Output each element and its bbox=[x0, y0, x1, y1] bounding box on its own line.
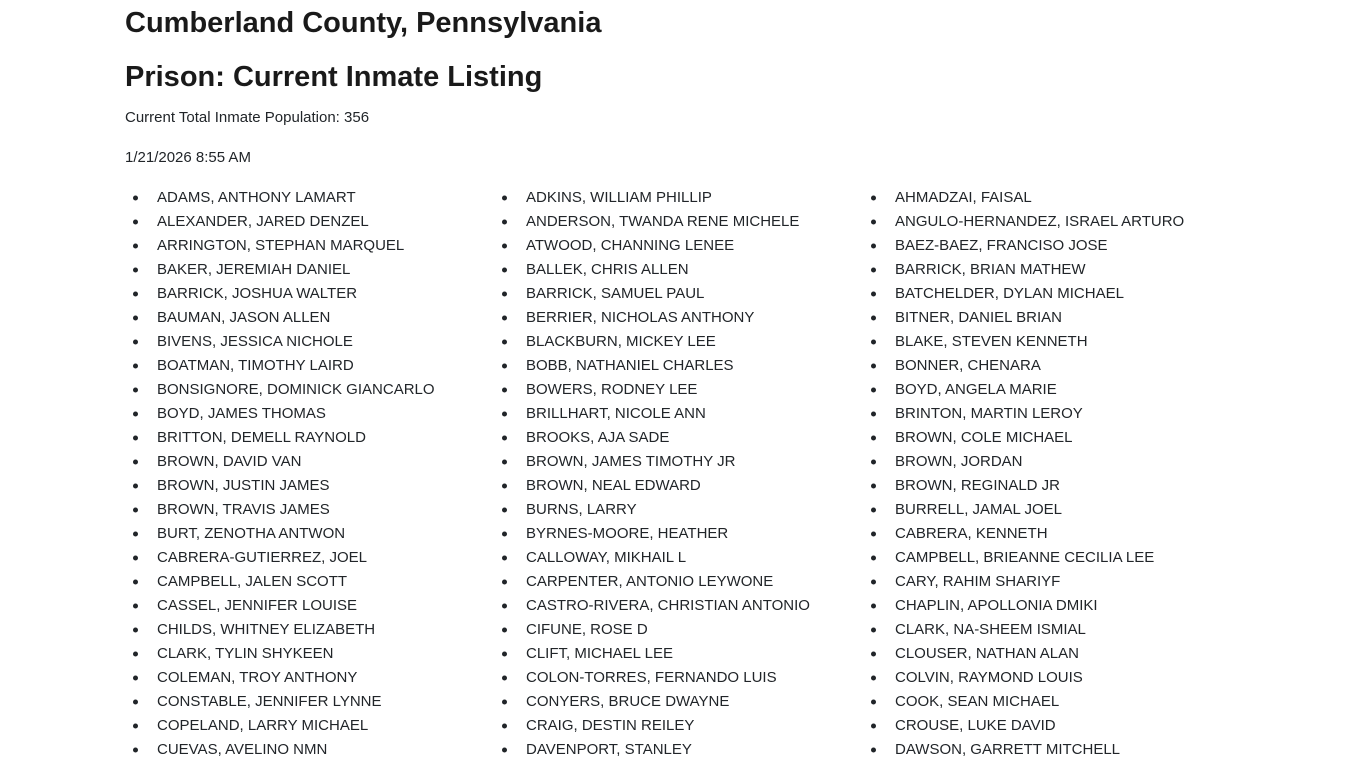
inmate-list-item: BARRICK, SAMUEL PAUL bbox=[494, 282, 863, 306]
inmate-list-item: BONSIGNORE, DOMINICK GIANCARLO bbox=[125, 378, 494, 402]
population-count-text: Current Total Inmate Population: 356 bbox=[125, 109, 370, 126]
inmate-list-item: CLIFT, MICHAEL LEE bbox=[494, 642, 863, 666]
inmate-list-item: CABRERA, KENNETH bbox=[863, 522, 1232, 546]
inmate-list-item: BYRNES-MOORE, HEATHER bbox=[494, 522, 863, 546]
report-timestamp: 1/21/2026 8:55 AM bbox=[125, 149, 251, 166]
inmate-list-item: BALLEK, CHRIS ALLEN bbox=[494, 258, 863, 282]
inmate-list-item: CUEVAS, AVELINO NMN bbox=[125, 738, 494, 762]
inmate-list-item: BROWN, JORDAN bbox=[863, 450, 1232, 474]
page-title-line-county: Cumberland County, Pennsylvania bbox=[125, 7, 602, 39]
inmate-list-item: ANDERSON, TWANDA RENE MICHELE bbox=[494, 210, 863, 234]
inmate-list-item: CLOUSER, NATHAN ALAN bbox=[863, 642, 1232, 666]
inmate-list-item: BROWN, COLE MICHAEL bbox=[863, 426, 1232, 450]
inmate-list-item: CIFUNE, ROSE D bbox=[494, 618, 863, 642]
inmate-list-item: CLARK, NA-SHEEM ISMIAL bbox=[863, 618, 1232, 642]
inmate-list-item: CONYERS, BRUCE DWAYNE bbox=[494, 690, 863, 714]
inmate-list-item: CHAPLIN, APOLLONIA DMIKI bbox=[863, 594, 1232, 618]
inmate-list-item: BROWN, JUSTIN JAMES bbox=[125, 474, 494, 498]
inmate-list-item: CLARK, TYLIN SHYKEEN bbox=[125, 642, 494, 666]
inmate-list-item: COLON-TORRES, FERNANDO LUIS bbox=[494, 666, 863, 690]
inmate-list-item: BURNS, LARRY bbox=[494, 498, 863, 522]
inmate-list-item: BRINTON, MARTIN LEROY bbox=[863, 402, 1232, 426]
inmate-list-item: COLEMAN, TROY ANTHONY bbox=[125, 666, 494, 690]
inmate-list-item: CRAIG, DESTIN REILEY bbox=[494, 714, 863, 738]
inmate-list-item: CASTRO-RIVERA, CHRISTIAN ANTONIO bbox=[494, 594, 863, 618]
inmate-list-item: COOK, SEAN MICHAEL bbox=[863, 690, 1232, 714]
inmate-list-item: BROOKS, AJA SADE bbox=[494, 426, 863, 450]
inmate-list-item: BROWN, REGINALD JR bbox=[863, 474, 1232, 498]
inmate-list-item: DAVENPORT, STANLEY bbox=[494, 738, 863, 762]
inmate-list-item: BURRELL, JAMAL JOEL bbox=[863, 498, 1232, 522]
inmate-list-item: BOATMAN, TIMOTHY LAIRD bbox=[125, 354, 494, 378]
inmate-list-item: ARRINGTON, STEPHAN MARQUEL bbox=[125, 234, 494, 258]
inmate-list-item: ALEXANDER, JARED DENZEL bbox=[125, 210, 494, 234]
inmate-list-item: BONNER, CHENARA bbox=[863, 354, 1232, 378]
inmate-list-item: BOYD, ANGELA MARIE bbox=[863, 378, 1232, 402]
inmate-list-item: BRITTON, DEMELL RAYNOLD bbox=[125, 426, 494, 450]
inmate-list-item: BOWERS, RODNEY LEE bbox=[494, 378, 863, 402]
inmate-list-item: CALLOWAY, MIKHAIL L bbox=[494, 546, 863, 570]
page-title bbox=[125, 2, 1366, 98]
inmate-list-item: BOBB, NATHANIEL CHARLES bbox=[494, 354, 863, 378]
inmate-list-item: ADKINS, WILLIAM PHILLIP bbox=[494, 186, 863, 210]
inmate-list-item: BERRIER, NICHOLAS ANTHONY bbox=[494, 306, 863, 330]
inmate-list-item: ATWOOD, CHANNING LENEE bbox=[494, 234, 863, 258]
inmate-list-item: CARPENTER, ANTONIO LEYWONE bbox=[494, 570, 863, 594]
inmate-list-item: CAMPBELL, JALEN SCOTT bbox=[125, 570, 494, 594]
inmate-list-item: BROWN, DAVID VAN bbox=[125, 450, 494, 474]
inmate-list-item: BARRICK, JOSHUA WALTER bbox=[125, 282, 494, 306]
inmate-list-item: BITNER, DANIEL BRIAN bbox=[863, 306, 1232, 330]
inmate-list-item: BURT, ZENOTHA ANTWON bbox=[125, 522, 494, 546]
inmate-list-item: CASSEL, JENNIFER LOUISE bbox=[125, 594, 494, 618]
inmate-list-item: COPELAND, LARRY MICHAEL bbox=[125, 714, 494, 738]
inmate-list-item: BROWN, JAMES TIMOTHY JR bbox=[494, 450, 863, 474]
inmate-list bbox=[125, 186, 1366, 762]
inmate-list-item: DAWSON, GARRETT MITCHELL bbox=[863, 738, 1232, 762]
inmate-list-item: CAMPBELL, BRIEANNE CECILIA LEE bbox=[863, 546, 1232, 570]
inmate-list-item: CHILDS, WHITNEY ELIZABETH bbox=[125, 618, 494, 642]
inmate-list-item: ANGULO-HERNANDEZ, ISRAEL ARTURO bbox=[863, 210, 1232, 234]
inmate-list-item: BOYD, JAMES THOMAS bbox=[125, 402, 494, 426]
inmate-list-item: AHMADZAI, FAISAL bbox=[863, 186, 1232, 210]
inmate-list-item: BLACKBURN, MICKEY LEE bbox=[494, 330, 863, 354]
inmate-list-item: BATCHELDER, DYLAN MICHAEL bbox=[863, 282, 1232, 306]
inmate-list-item: BAEZ-BAEZ, FRANCISO JOSE bbox=[863, 234, 1232, 258]
inmate-list-item: BRILLHART, NICOLE ANN bbox=[494, 402, 863, 426]
inmate-list-item: BLAKE, STEVEN KENNETH bbox=[863, 330, 1232, 354]
inmate-list-item: BAUMAN, JASON ALLEN bbox=[125, 306, 494, 330]
inmate-list-item: CROUSE, LUKE DAVID bbox=[863, 714, 1232, 738]
page-title-line-listing: Prison: Current Inmate Listing bbox=[125, 61, 543, 93]
inmate-list-item: BROWN, NEAL EDWARD bbox=[494, 474, 863, 498]
inmate-list-item: CONSTABLE, JENNIFER LYNNE bbox=[125, 690, 494, 714]
inmate-list-item: BARRICK, BRIAN MATHEW bbox=[863, 258, 1232, 282]
inmate-list-item: CARY, RAHIM SHARIYF bbox=[863, 570, 1232, 594]
inmate-list-item: ADAMS, ANTHONY LAMART bbox=[125, 186, 494, 210]
inmate-list-item: BROWN, TRAVIS JAMES bbox=[125, 498, 494, 522]
inmate-list-item: CABRERA-GUTIERREZ, JOEL bbox=[125, 546, 494, 570]
inmate-list-item: BIVENS, JESSICA NICHOLE bbox=[125, 330, 494, 354]
inmate-list-item: COLVIN, RAYMOND LOUIS bbox=[863, 666, 1232, 690]
inmate-list-item: BAKER, JEREMIAH DANIEL bbox=[125, 258, 494, 282]
